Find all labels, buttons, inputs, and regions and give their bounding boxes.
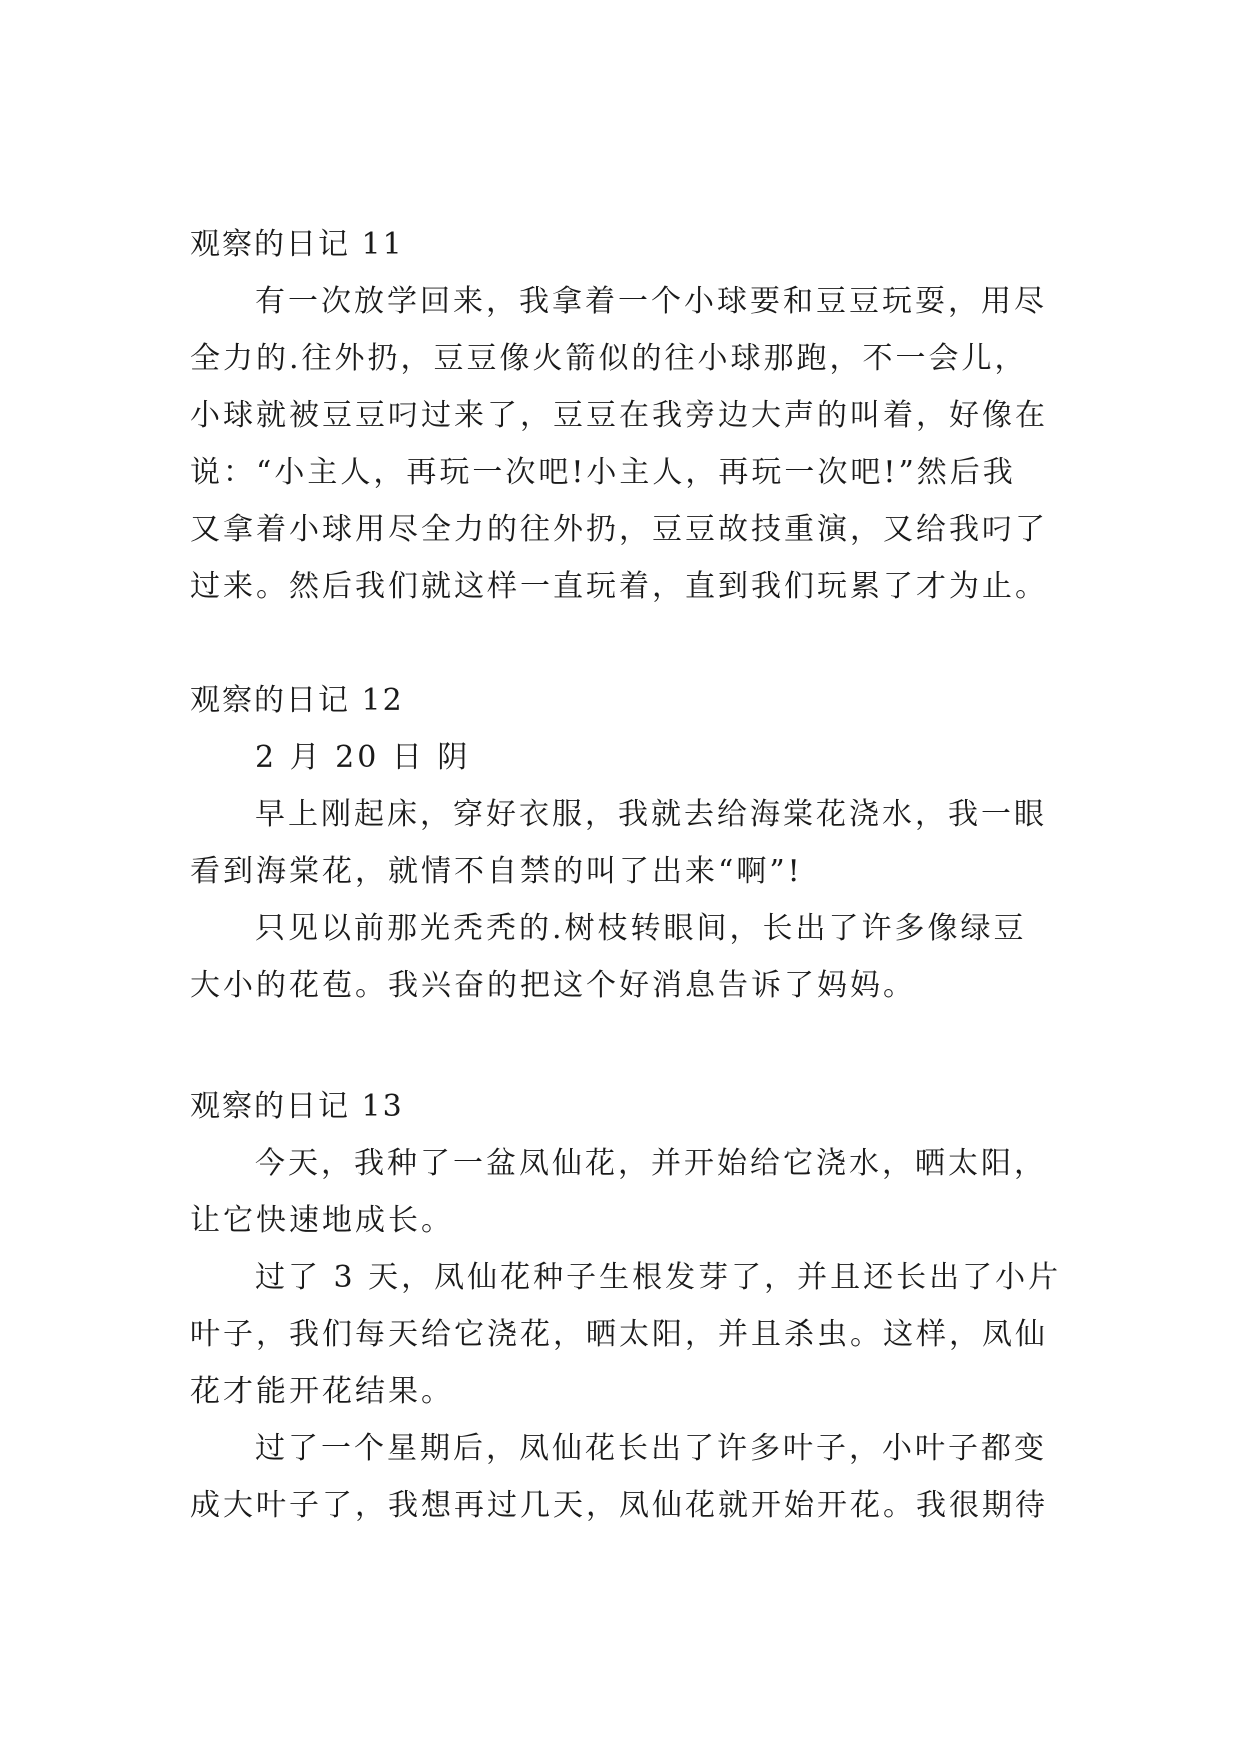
section-title: 观察的日记 11 [190, 227, 404, 262]
text-line: 成大叶子了，我想再过几天，凤仙花就开始开花。我很期待 [190, 1488, 1048, 1523]
text-line: 今天，我种了一盆凤仙花，并开始给它浇水，晒太阳， [255, 1146, 1047, 1181]
text-line: 花才能开花结果。 [190, 1374, 454, 1409]
text-line: 说：“小主人，再玩一次吧!小主人，再玩一次吧!”然后我 [190, 455, 1016, 490]
text-line: 小球就被豆豆叼过来了，豆豆在我旁边大声的叫着，好像在 [190, 398, 1048, 433]
text-line: 有一次放学回来，我拿着一个小球要和豆豆玩耍，用尽 [255, 284, 1047, 319]
text-line: 只见以前那光秃秃的.树枝转眼间，长出了许多像绿豆 [255, 911, 1027, 946]
text-line: 让它快速地成长。 [190, 1203, 454, 1238]
text-line: 又拿着小球用尽全力的往外扔，豆豆故技重演，又给我叼了 [190, 512, 1048, 547]
text-line: 过了 3 天，凤仙花种子生根发芽了，并且还长出了小片 [255, 1260, 1062, 1295]
text-line: 过了一个星期后，凤仙花长出了许多叶子，小叶子都变 [255, 1431, 1047, 1466]
text-line: 叶子，我们每天给它浇花，晒太阳，并且杀虫。这样，凤仙 [190, 1317, 1048, 1352]
section-title: 观察的日记 12 [190, 683, 404, 718]
text-line: 大小的花苞。我兴奋的把这个好消息告诉了妈妈。 [190, 968, 916, 1003]
date-line: 2 月 20 日 阴 [255, 740, 471, 775]
section-title: 观察的日记 13 [190, 1089, 404, 1124]
text-line: 过来。然后我们就这样一直玩着，直到我们玩累了才为止。 [190, 569, 1048, 604]
text-line: 早上刚起床，穿好衣服，我就去给海棠花浇水，我一眼 [255, 797, 1047, 832]
text-line: 全力的.往外扔，豆豆像火箭似的往小球那跑，不一会儿， [190, 341, 1028, 376]
text-line: 看到海棠花，就情不自禁的叫了出来“啊”! [190, 854, 803, 889]
